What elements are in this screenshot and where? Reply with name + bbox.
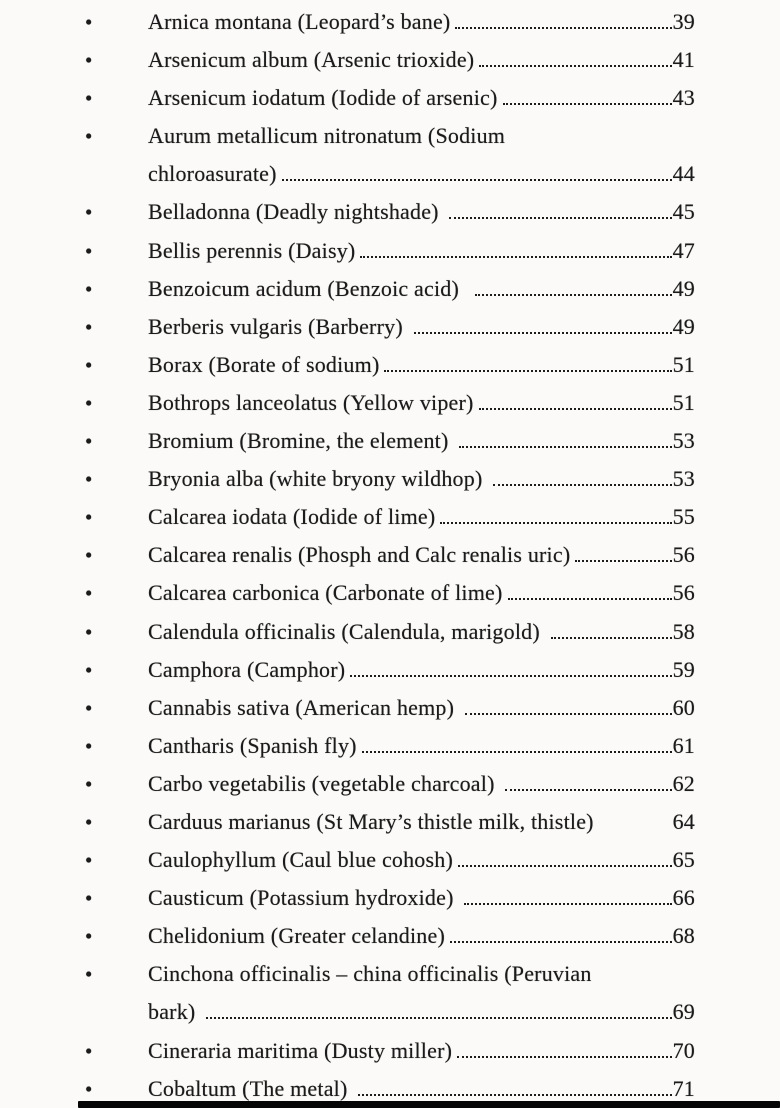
entry-text: Berberis vulgaris (Barberry) <box>148 313 409 339</box>
toc-entry-line <box>85 498 695 536</box>
bullet-icon: • <box>85 124 93 149</box>
page-number: 39 <box>672 9 695 34</box>
bullet-icon: • <box>85 238 93 263</box>
bullet-icon: • <box>85 1076 93 1101</box>
bullet-icon: • <box>85 10 93 34</box>
toc-entry-line <box>85 232 695 270</box>
dot-leader <box>464 903 671 905</box>
bullet-icon: • <box>85 619 93 644</box>
entry-text: Calendula officinalis (Calendula, marigold) <box>148 618 546 644</box>
toc-entry-line <box>85 727 695 765</box>
entry-text: Cinchona officinalis – china officinalis (Peruvian <box>148 961 592 987</box>
entry-text: Carduus marianus (St Mary’s thistle milk, thistle) <box>148 808 594 834</box>
toc-entry-line <box>85 422 695 460</box>
dot-leader <box>459 446 671 448</box>
toc-entry-line <box>85 3 695 41</box>
entry-text: chloroasurate) <box>148 161 277 187</box>
bullet-icon: • <box>85 543 93 568</box>
dot-leader <box>493 484 671 486</box>
entry-text: Cineraria maritima (Dusty miller) <box>148 1037 453 1063</box>
page-number: 65 <box>672 847 695 873</box>
toc-entry-line <box>85 879 695 917</box>
dot-leader <box>479 408 672 410</box>
toc-entry-line <box>85 574 695 612</box>
page-number: 53 <box>672 428 695 454</box>
page-number: 66 <box>672 885 695 911</box>
bullet-icon: • <box>85 886 93 911</box>
page-number: 59 <box>672 656 695 682</box>
bullet-icon: • <box>85 581 93 606</box>
entry-text: Chelidonium (Greater celandine) <box>148 923 445 949</box>
toc-entry-line <box>85 993 695 1031</box>
bullet-icon: • <box>85 848 93 873</box>
toc-entry-line <box>85 1032 695 1070</box>
entry-text: Arsenicum iodatum (Iodide of arsenic) <box>148 85 498 111</box>
entry-text: Carbo vegetabilis (vegetable charcoal) <box>148 770 501 796</box>
dot-leader <box>455 27 671 29</box>
bullet-icon: • <box>85 429 93 454</box>
dot-leader <box>465 713 672 715</box>
dot-leader <box>360 256 671 258</box>
dot-leader <box>350 675 671 677</box>
bullet-icon: • <box>85 809 93 834</box>
dot-leader <box>505 789 671 791</box>
toc-entry-line <box>85 155 695 193</box>
bullet-icon: • <box>85 657 93 682</box>
page-number: 49 <box>672 275 695 301</box>
page-number: 56 <box>672 580 695 606</box>
page-number: 64 <box>672 808 695 834</box>
page-number: 68 <box>672 923 695 949</box>
toc-entry-line <box>85 651 695 689</box>
toc-entry-line <box>85 41 695 79</box>
bullet-icon: • <box>85 733 93 758</box>
page-number: 49 <box>672 313 695 339</box>
entry-text: Bellis perennis (Daisy) <box>148 237 356 263</box>
entry-text: Bryonia alba (white bryony wildhop) <box>148 466 489 492</box>
dot-leader <box>362 751 672 753</box>
entry-text: Causticum (Potassium hydroxide) <box>148 885 460 911</box>
dot-leader <box>450 941 672 943</box>
toc-entry-line <box>85 803 695 841</box>
page-number: 55 <box>672 504 695 530</box>
dot-leader <box>440 522 671 524</box>
entry-text: Belladonna (Deadly nightshade) <box>148 199 445 225</box>
dot-leader <box>475 294 671 296</box>
dot-leader <box>206 1017 671 1019</box>
dot-leader <box>282 179 672 181</box>
bullet-icon: • <box>85 924 93 949</box>
entry-text: Camphora (Camphor) <box>148 656 346 682</box>
page-number: 53 <box>672 466 695 492</box>
entry-text: Borax (Borate of sodium) <box>148 351 380 377</box>
dot-leader <box>457 1056 671 1058</box>
page-number: 70 <box>672 1037 695 1063</box>
dot-leader <box>479 65 671 67</box>
dot-leader <box>449 217 671 219</box>
page-number: 58 <box>672 618 695 644</box>
bullet-icon: • <box>85 1038 93 1063</box>
bullet-icon: • <box>85 962 93 987</box>
bullet-icon: • <box>85 505 93 530</box>
toc-entry-line <box>85 955 695 993</box>
entry-text: Bothrops lanceolatus (Yellow viper) <box>148 389 474 415</box>
entry-text: Cobaltum (The metal) <box>148 1075 354 1101</box>
page-number: 71 <box>672 1075 695 1101</box>
page-number: 47 <box>672 237 695 263</box>
entry-text: Benzoicum acidum (Benzoic acid) <box>148 275 471 301</box>
bullet-icon: • <box>85 771 93 796</box>
toc-entry-line <box>85 689 695 727</box>
bullet-icon: • <box>85 467 93 492</box>
bullet-icon: • <box>85 695 93 720</box>
dot-leader <box>384 370 671 372</box>
bullet-icon: • <box>85 48 93 73</box>
bullet-icon: • <box>85 276 93 301</box>
toc-entry-line <box>85 460 695 498</box>
page-number: 41 <box>672 47 695 73</box>
toc-list <box>85 3 695 1108</box>
toc-entry-line <box>85 193 695 231</box>
bullet-icon: • <box>85 352 93 377</box>
toc-entry-line <box>85 346 695 384</box>
dot-leader <box>503 103 672 105</box>
page-number: 56 <box>672 542 695 568</box>
entry-text: Cannabis sativa (American hemp) <box>148 694 460 720</box>
page-number: 69 <box>672 999 695 1025</box>
page-number: 51 <box>672 389 695 415</box>
page-number: 51 <box>672 351 695 377</box>
entry-text: Calcarea iodata (Iodide of lime) <box>148 504 436 530</box>
toc-entry-line <box>85 613 695 651</box>
toc-entry-line <box>85 270 695 308</box>
entry-text: Calcarea renalis (Phosph and Calc renalis uric) <box>148 542 571 568</box>
page-number: 43 <box>672 85 695 111</box>
page-number: 62 <box>672 770 695 796</box>
page-number: 60 <box>672 694 695 720</box>
dot-leader <box>358 1094 671 1096</box>
bullet-icon: • <box>85 314 93 339</box>
toc-entry-line <box>85 308 695 346</box>
dot-leader <box>458 865 672 867</box>
page-number: 61 <box>672 732 695 758</box>
bullet-icon: • <box>85 200 93 225</box>
toc-entry-line <box>85 841 695 879</box>
dot-leader <box>551 637 672 639</box>
bullet-icon: • <box>85 86 93 111</box>
bullet-icon: • <box>85 390 93 415</box>
toc-entry-line <box>85 384 695 422</box>
entry-text: Cantharis (Spanish fly) <box>148 732 357 758</box>
entry-text: bark) <box>148 999 202 1025</box>
toc-entry-line <box>85 917 695 955</box>
entry-text: Arnica montana (Leopard’s bane) <box>148 9 451 34</box>
dot-leader <box>508 598 672 600</box>
dot-leader <box>575 560 671 562</box>
entry-text: Aurum metallicum nitronatum (Sodium <box>148 123 506 149</box>
dot-leader <box>414 332 672 334</box>
entry-text: Arsenicum album (Arsenic trioxide) <box>148 47 475 73</box>
entry-text: Bromium (Bromine, the element) <box>148 428 455 454</box>
entry-text: Calcarea carbonica (Carbonate of lime) <box>148 580 503 606</box>
toc-entry-line <box>85 765 695 803</box>
page-number: 44 <box>672 161 695 187</box>
toc-entry-line <box>85 536 695 574</box>
toc-entry-line <box>85 117 695 155</box>
page-number: 45 <box>672 199 695 225</box>
entry-text: Caulophyllum (Caul blue cohosh) <box>148 847 453 873</box>
toc-entry-line <box>85 79 695 117</box>
scan-artifact-bar <box>78 1101 780 1108</box>
